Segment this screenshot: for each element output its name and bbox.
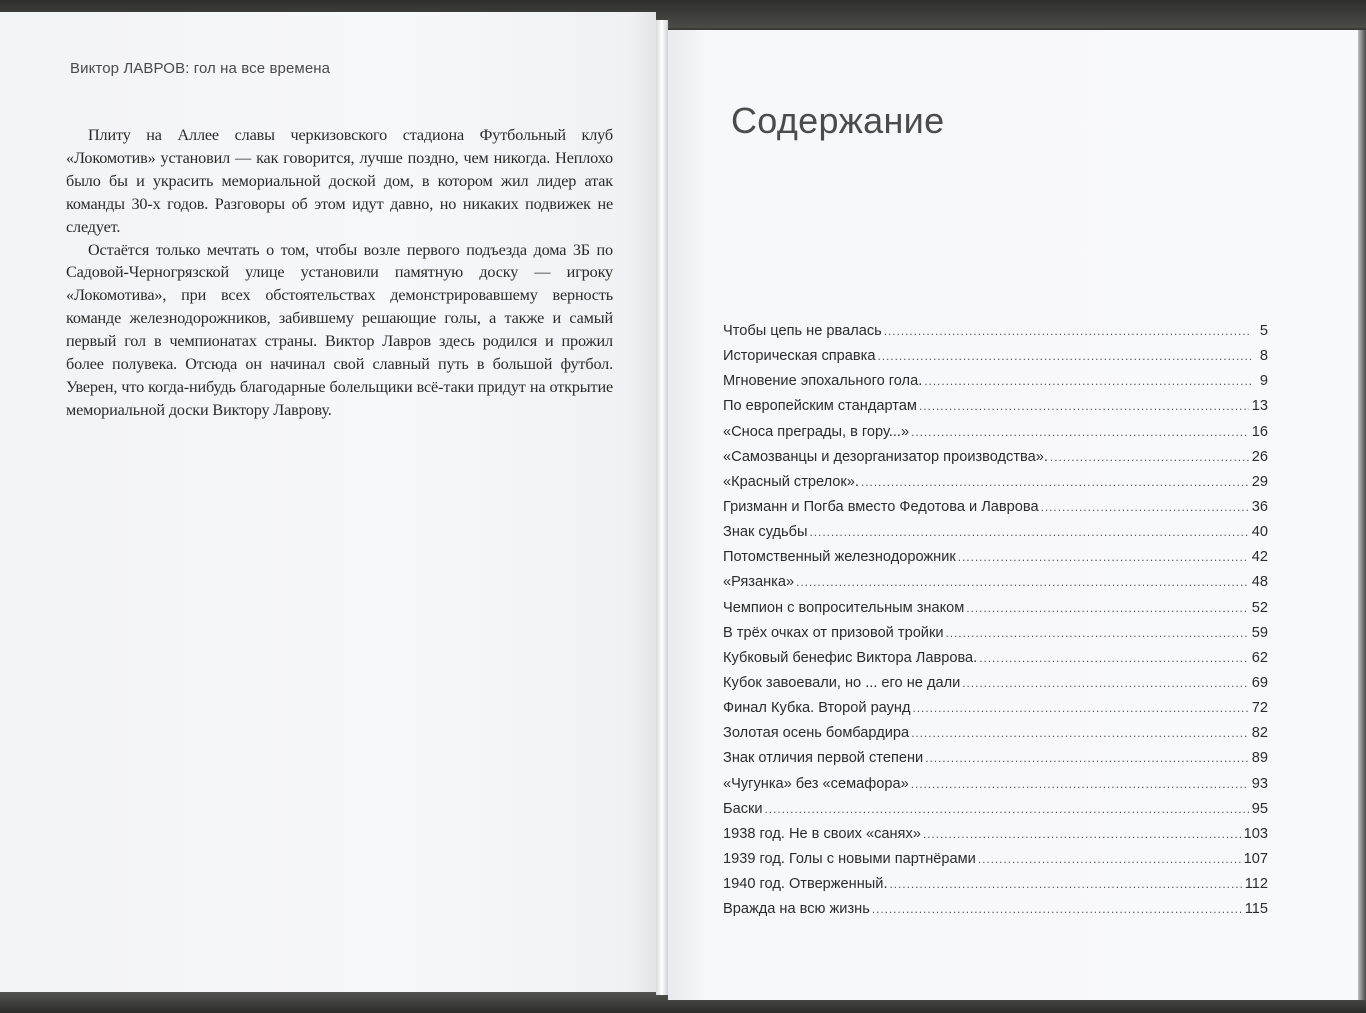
toc-dot-leader [925,751,1249,765]
toc-dot-leader [878,349,1252,363]
toc-entry-title: 1938 год. Не в своих «санях» [723,825,921,842]
toc-entry-title: 1940 год. Отверженный. [723,876,888,893]
book-gutter [656,20,668,995]
toc-entry-title: Кубок завоевали, но ... его не дали [723,674,961,691]
toc-entry [723,348,1268,373]
toc-entry-page-number: 69 [1251,674,1268,691]
toc-entry-page-number: 59 [1251,624,1268,641]
toc-entry-title: Чтобы цепь не рвалась [723,323,882,339]
toc-entry-title: Финал Кубка. Второй раунд [723,700,911,717]
toc-entry-page-number: 115 [1244,901,1268,918]
toc-dot-leader [913,701,1249,715]
toc-entry-page-number: 16 [1251,423,1268,440]
toc-dot-leader [765,802,1249,816]
toc-entry-title: Кубковый бенефис Виктора Лаврова. [723,649,978,666]
toc-dot-leader [962,676,1249,690]
toc-entry-title: «Самозванцы и дезорганизатор производства». [723,448,1048,465]
toc-entry-title: Вражда на всю жизнь [723,901,870,918]
toc-entry [723,826,1268,851]
toc-dot-leader [979,651,1249,665]
page-edge-shadow [1358,30,1366,1000]
toc-title: Содержание [731,100,945,141]
toc-entry [723,876,1268,901]
toc-entry [723,600,1268,625]
toc-dot-leader [978,852,1241,866]
toc-entry-title: По европейским стандартам [723,398,917,415]
toc-entry-page-number: 95 [1251,800,1268,817]
toc-dot-leader [966,601,1248,615]
toc-entry-title: «Чугунка» без «семафора» [723,775,909,792]
toc-dot-leader [958,550,1249,564]
toc-entry-page-number: 112 [1244,876,1268,893]
toc-entry-page-number: 9 [1259,373,1268,390]
toc-entry-title: Знак судьбы [723,524,808,541]
toc-dot-leader [1050,450,1249,464]
toc-entry [723,851,1268,876]
toc-entry [723,725,1268,750]
toc-entry [723,499,1268,524]
toc-entry-title: Золотая осень бомбардира [723,725,910,742]
left-page-body [66,124,613,422]
toc-entry [723,700,1268,725]
toc-entry-page-number: 82 [1251,725,1268,742]
toc-entry [723,398,1268,423]
toc-entry-page-number: 62 [1251,649,1268,666]
toc-dot-leader [884,324,1251,338]
toc-entry [723,625,1268,650]
toc-entry-page-number: 48 [1251,574,1268,591]
toc-entry [723,424,1268,449]
toc-entry-page-number: 89 [1251,750,1268,767]
toc-entry [723,776,1268,801]
toc-entry [723,524,1268,549]
toc-dot-leader [911,726,1249,740]
toc-entry-page-number: 40 [1251,524,1268,541]
toc-entry-page-number: 29 [1251,473,1268,490]
running-head: Виктор ЛАВРОВ: гол на все времена [70,60,331,77]
toc-entry [723,323,1268,348]
toc-entry [723,675,1268,700]
toc-entry-title: Чемпион с вопросительным знаком [723,599,965,616]
toc-entry [723,549,1268,574]
toc-entry [723,574,1268,599]
toc-entry-page-number: 72 [1251,700,1268,717]
toc-dot-leader [890,877,1242,891]
toc-entry-title: «Рязанка» [723,574,795,591]
toc-entry [723,901,1268,926]
toc-entry-page-number: 93 [1251,775,1268,792]
toc-dot-leader [1041,500,1249,514]
table-of-contents [723,323,1268,926]
toc-entry-page-number: 8 [1259,348,1268,365]
toc-dot-leader [911,777,1249,791]
toc-entry [723,650,1268,675]
toc-entry-title: Знак отличия первой степени [723,750,924,767]
toc-entry-page-number: 42 [1251,549,1268,566]
toc-entry [723,474,1268,499]
toc-entry-title: В трёх очках от призовой тройки [723,624,944,641]
toc-dot-leader [911,425,1249,439]
toc-entry-title: «Красный стрелок». [723,473,859,490]
toc-entry-page-number: 103 [1243,825,1268,842]
toc-entry-title: Историческая справка [723,348,876,365]
toc-entry [723,801,1268,826]
toc-dot-leader [810,525,1249,539]
toc-entry-page-number: 52 [1251,599,1268,616]
toc-dot-leader [946,626,1249,640]
toc-dot-leader [919,399,1249,413]
toc-entry-page-number: 5 [1259,323,1268,339]
toc-entry-page-number: 26 [1251,448,1268,465]
toc-entry-title: 1939 год. Голы с новыми партнёрами [723,850,976,867]
paragraph: Плиту на Аллее славы черкизовского стадиона Футбольный клуб «Локомотив» установил — как говорится, лучше поздно, чем никогда. Неплохо было бы и украсить мемориальной доской дом, в котором жил лидер атак команды 30-х годов. Разговоры об этом идут давно, но никаких подвижек не следует. [66,126,613,236]
toc-entry-title: Баски [723,800,763,817]
toc-entry-page-number: 36 [1251,498,1268,515]
toc-entry-title: Гризманн и Погба вместо Федотова и Лаврова [723,498,1039,515]
toc-entry-page-number: 13 [1251,398,1268,415]
toc-dot-leader [923,827,1241,841]
toc-entry-title: Мгновение эпохального гола. [723,373,923,390]
toc-entry-title: «Сноса преграды, в гору...» [723,423,910,440]
toc-entry-page-number: 107 [1243,850,1268,867]
toc-entry [723,750,1268,775]
toc-entry [723,373,1268,398]
toc-dot-leader [861,475,1249,489]
toc-dot-leader [924,374,1251,388]
toc-dot-leader [872,902,1242,916]
toc-entry-title: Потомственный железнодорожник [723,549,956,566]
toc-entry [723,449,1268,474]
toc-dot-leader [796,575,1249,589]
paragraph: Остаётся только мечтать о том, чтобы возле первого подъезда дома 3Б по Садовой-Черногрязской улице установили памятную доску — игроку «Локомотива», при всех обстоятельствах демонстрировавшему верность команде железнодорожников, забившему решающие голы, а также и самый первый гол в чемпионатах страны. Виктор Лавров здесь родился и прожил более полувека. Отсюда он начинал свой славный путь в большой футбол. Уверен, что когда-нибудь благодарные болельщики всё-таки придут на открытие мемориальной доски Виктору Лаврову. [66,240,613,419]
